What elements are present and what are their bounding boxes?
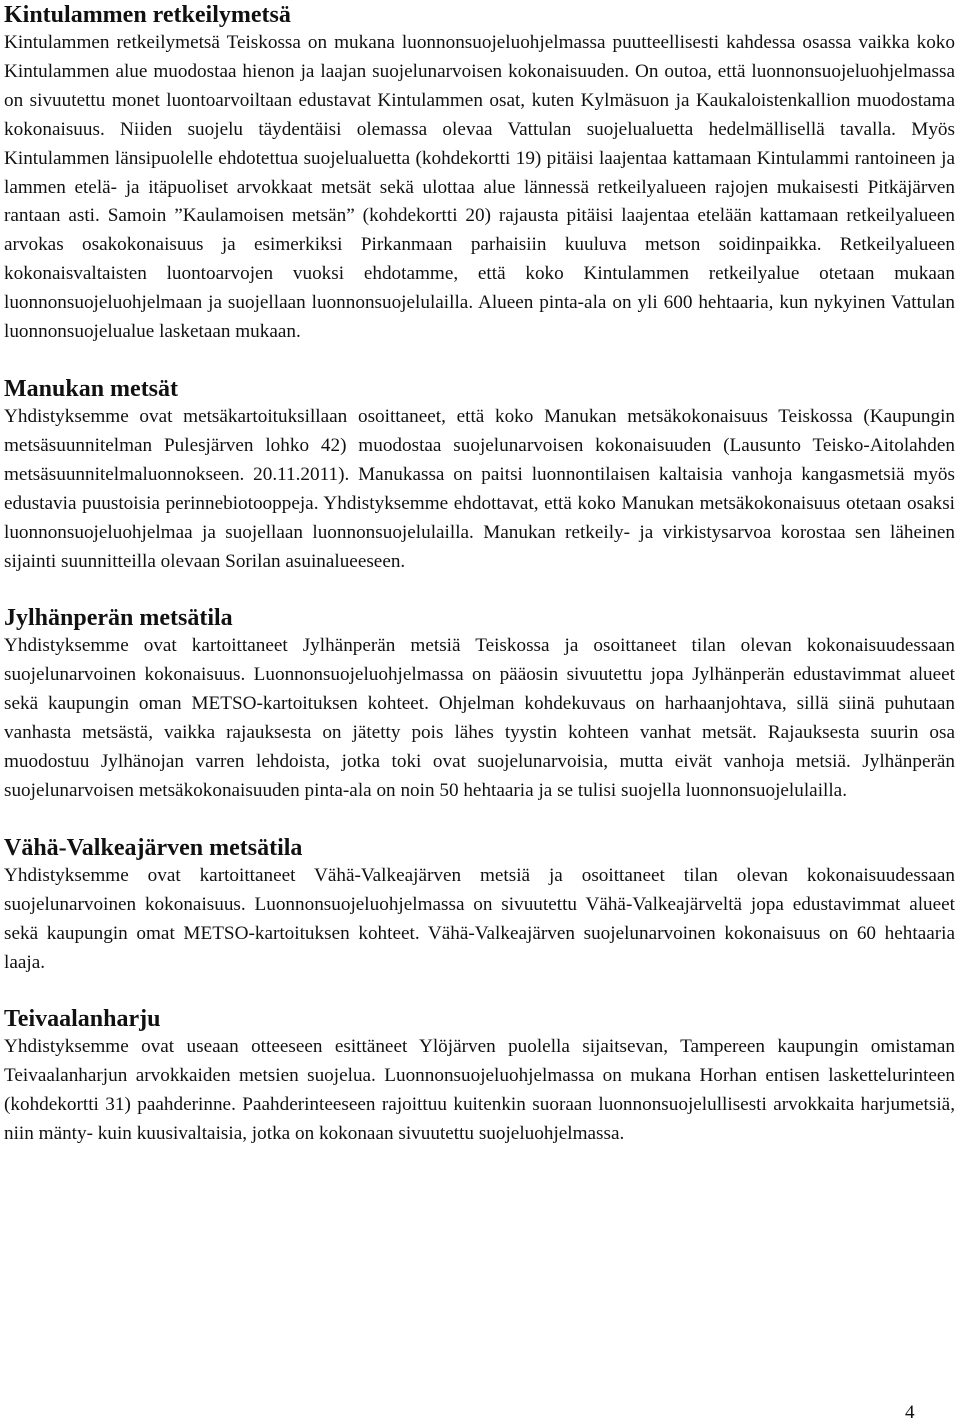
section-heading: Kintulammen retkeilymetsä bbox=[4, 2, 291, 28]
section-paragraph: Yhdistyksemme ovat metsäkartoituksillaan osoittaneet, että koko Manukan metsäkokonaisuus Teiskossa (Kaupungin metsäsuunnitelman Pulesjärven lohko 42) muodostaa suojelunarvoisen kokonaisuuden (Lausunto Teisko-Aitolahden metsäsuunnitelmaluonnokseen. 20.11.2011). Manukassa on paitsi luonnontilaisen kaltaisia vanhoja kangasmetsiä myös edustavia puustoisia perinnebiotooppeja. Yhdistyksemme ehdottavat, että koko Manukan metsäkokonaisuus otetaan osaksi luonnonsuojeluohjelmaa ja suojellaan luonnonsuojelulailla. Manukan retkeily- ja virkistysarvoa korostaa sen läheinen sijainti suunnitteilla olevaan Sorilan asuinalueeseen. bbox=[4, 405, 955, 572]
section-manukan-metsat bbox=[4, 375, 955, 576]
document-page bbox=[4, 0, 955, 1149]
section-heading: Vähä-Valkeajärven metsätila bbox=[4, 834, 303, 861]
section-jylhanperan-metsatila bbox=[4, 604, 955, 805]
section-paragraph: Yhdistyksemme ovat kartoittaneet Vähä-Valkeajärven metsiä ja osoittaneet tilan olevan kokonaisuudessaan suojelunarvoinen kokonaisuus. Luonnonsuojeluohjelmassa on sivuutettu Vähä-Valkeajärveltä jopa edustavimmat alueet sekä kaupungin omat METSO-kartoituksen kohteet. Vähä-Valkeajärven suojelunarvoinen kokonaisuus on 60 hehtaaria laaja. bbox=[4, 864, 955, 973]
section-paragraph: Yhdistyksemme ovat useaan otteeseen esittäneet Ylöjärven puolella sijaitsevan, Tampereen kaupungin omistaman Teivaalanharjun arvokkaiden metsien suojelua. Luonnonsuojeluohjelmassa on mukana Horhan entisen laskettelurinteen (kohdekortti 31) paahderinne. Paahderinteeseen rajoittuu kuitenkin suoraan luonnonsuojelullisesti arvokkaita harjumetsiä, niin mänty- kuin kuusivaltaisia, jotka on kokonaan sivuutettu suojeluohjelmassa. bbox=[4, 1036, 955, 1145]
page-number: 4 bbox=[905, 1402, 915, 1423]
section-heading: Teivaalanharju bbox=[4, 1006, 161, 1033]
section-paragraph: Yhdistyksemme ovat kartoittaneet Jylhänperän metsiä Teiskossa ja osoittaneet tilan olevan kokonaisuudessaan suojelunarvoinen kokonaisuus. Luonnonsuojeluohjelmassa on pääosin sivuutettu jopa Jylhänperän edustavimmat alueet sekä kaupungin oman METSO-kartoituksen kohteet. Ohjelman kohdekuvaus on harhaanjohtava, sillä siinä puhutaan vanhasta metsästä, vaikka rajauksesta on jätetty pois lähes tyystin kohteen vanhat metsät. Rajauksesta suurin osa muodostuu Jylhänojan varren lehdoista, jotka toki ovat suojelunarvoisia, mutta eivät vanhoja metsiä. Jylhänperän suojelunarvoisen metsäkokonaisuuden pinta-ala on noin 50 hehtaaria ja se tulisi suojella luonnonsuojelulailla. bbox=[4, 635, 955, 801]
section-heading: Jylhänperän metsätila bbox=[4, 605, 233, 632]
section-vaha-valkeajarven-metsatila bbox=[4, 834, 955, 978]
section-heading: Manukan metsät bbox=[4, 375, 179, 402]
section-paragraph: Kintulammen retkeilymetsä Teiskossa on mukana luonnonsuojeluohjelmassa puutteellisesti kahdessa osassa vaikka koko Kintulammen alue muodostaa hienon ja laajan suojelunarvoisen kokonaisuuden. On outoa, että luonnonsuojeluohjelmassa on sivuutettu monet luontoarvoiltaan edustavat Kintulammen osat, kuten Kylmäsuon ja Kaukaloistenkallion muodostama kokonaisuus. Niiden suojelu täydentäisi olemassa olevaa Vattulan suojelualuetta hedelmällisellä tavalla. Myös Kintulammen länsipuolelle ehdotettua suojelualuetta (kohdekortti 19) pitäisi laajentaa kattamaan Kintulammi rantoineen ja lammen etelä- ja itäpuoliset arvokkaat metsät sekä ulottaa alue lännessä retkeilyalueen rajojen mukaisesti Pitkäjärven rantaan asti. Samoin ”Kaulamoisen metsän” (kohdekortti 20) rajausta pitäisi laajentaa etelään kattamaan retkeilyalueen arvokas osakokonaisuus ja esimerkiksi Pirkanmaan parhaisiin kuuluva metson soidinpaikka. Retkeilyalueen kokonaisvaltaisten luontoarvojen vuoksi ehdotamme, että koko Kintulammen retkeilyalue otetaan mukaan luonnonsuojeluohjelmaan ja suojellaan luonnonsuojelulailla. Alueen pinta-ala on yli 600 hehtaaria, kun nykyinen Vattulan luonnonsuojelualue lasketaan mukaan. bbox=[4, 32, 955, 343]
section-kintulammen-retkeilymetsa bbox=[4, 1, 955, 347]
section-teivaalanharju bbox=[4, 1005, 955, 1149]
